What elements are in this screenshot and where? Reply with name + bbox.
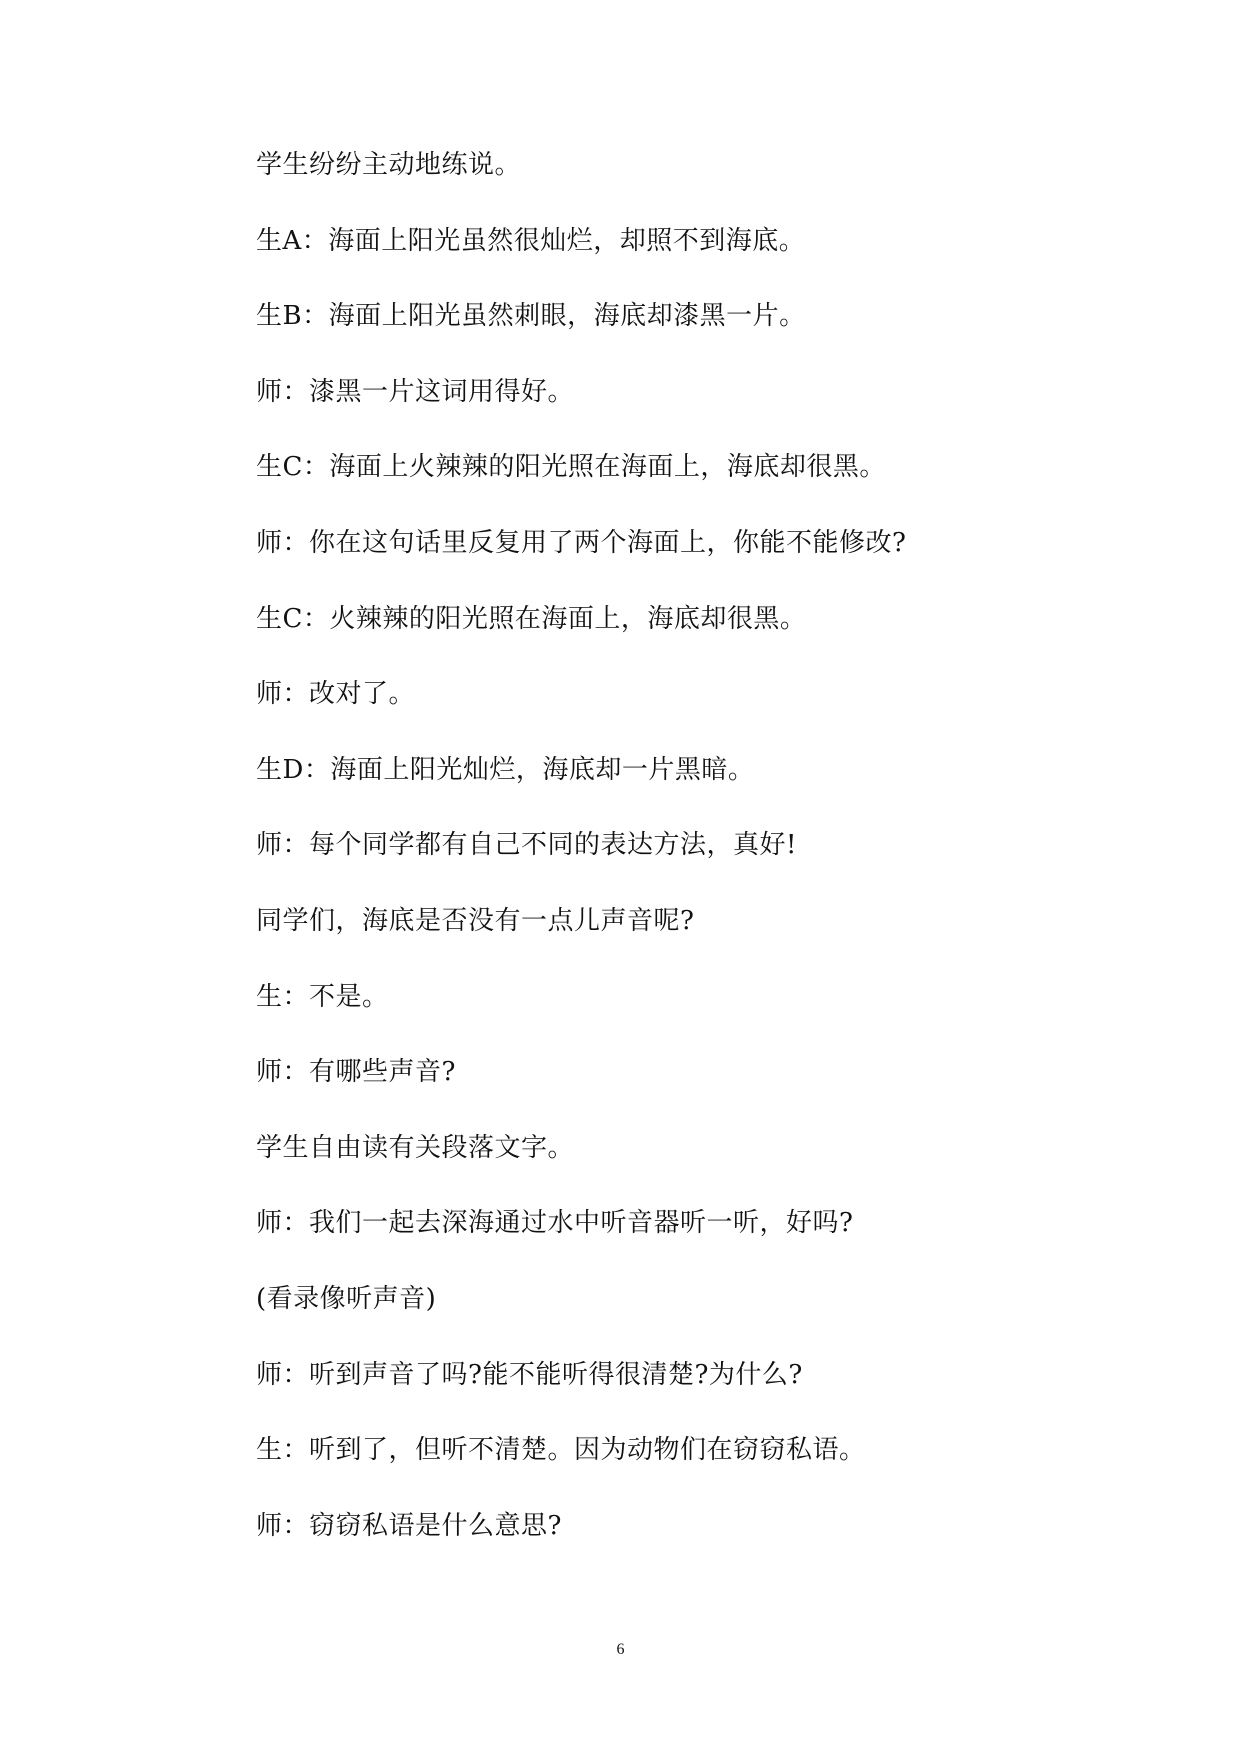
text-line: 生D：海面上阳光灿烂，海底却一片黑暗。 xyxy=(256,754,755,785)
text-line: 生B：海面上阳光虽然刺眼，海底却漆黑一片。 xyxy=(256,301,806,332)
text-line: 学生自由读有关段落文字。 xyxy=(256,1132,575,1163)
text-line: 师：窃窃私语是什么意思? xyxy=(256,1510,562,1541)
text-line: (看录像听声音) xyxy=(256,1283,437,1314)
text-line: 师：每个同学都有自己不同的表达方法，真好! xyxy=(256,830,797,861)
text-line: 师：有哪些声音? xyxy=(256,1057,456,1088)
text-line: 生C：火辣辣的阳光照在海面上，海底却很黑。 xyxy=(256,603,807,634)
text-line: 师：漆黑一片这词用得好。 xyxy=(256,376,575,407)
text-line: 师：听到声音了吗?能不能听得很清楚?为什么? xyxy=(256,1359,803,1390)
page-number: 6 xyxy=(616,1641,625,1658)
text-line: 学生纷纷主动地练说。 xyxy=(256,150,522,180)
text-line: 生：不是。 xyxy=(256,981,389,1012)
text-line: 生A：海面上阳光虽然很灿烂，却照不到海底。 xyxy=(256,225,806,256)
text-line: 生：听到了，但听不清楚。因为动物们在窃窃私语。 xyxy=(256,1435,866,1466)
text-line: 师：你在这句话里反复用了两个海面上，你能不能修改? xyxy=(256,527,907,558)
text-line: 师：我们一起去深海通过水中听音器听一听，好吗? xyxy=(256,1208,854,1239)
text-line: 生C：海面上火辣辣的阳光照在海面上，海底却很黑。 xyxy=(256,452,886,483)
body-text xyxy=(256,150,1156,1586)
text-line: 师：改对了。 xyxy=(256,679,416,710)
text-line: 同学们，海底是否没有一点儿声音呢? xyxy=(256,905,695,936)
